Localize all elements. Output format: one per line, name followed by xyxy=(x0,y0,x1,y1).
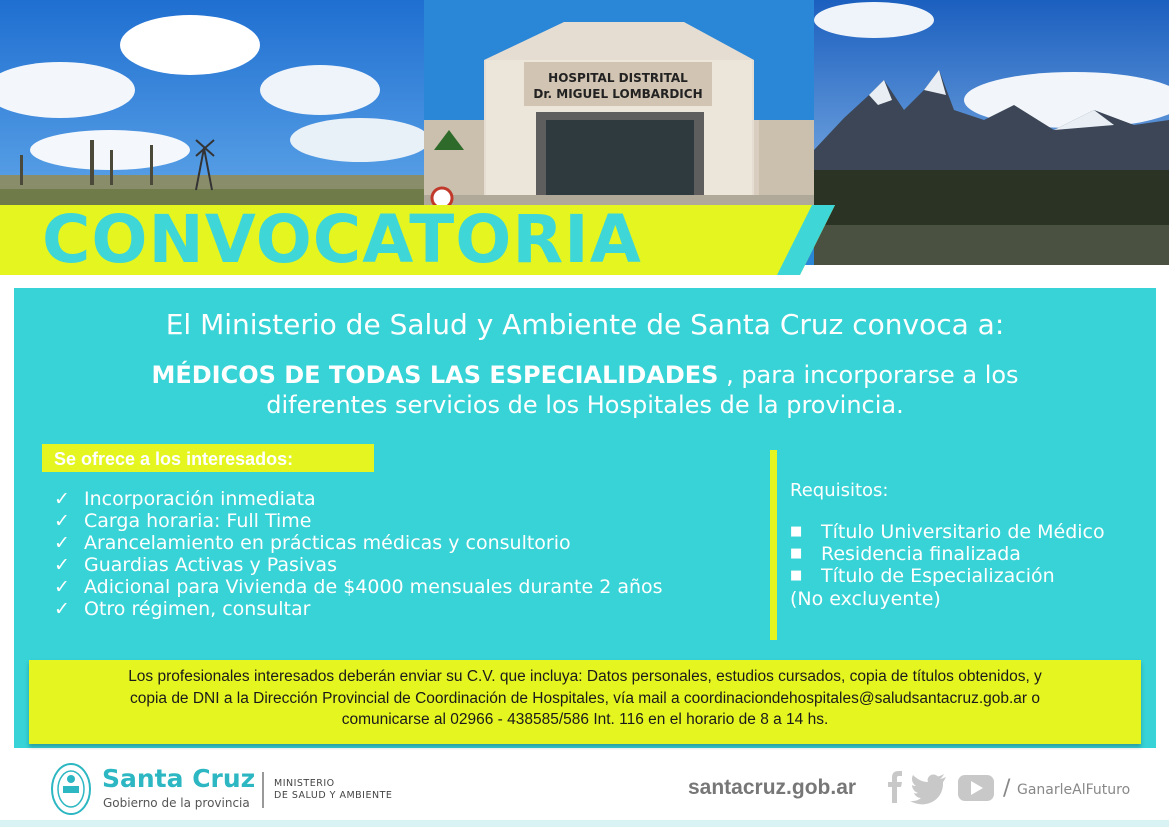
brand-name: Santa Cruz xyxy=(102,764,256,793)
list-item: ■ Título de Especialización xyxy=(790,565,1055,587)
hashtag: GanarleAlFuturo xyxy=(1017,782,1131,798)
contact-info-box xyxy=(29,660,1141,744)
square-bullet-icon: ■ xyxy=(790,546,803,561)
requirements-note: (No excluyente) xyxy=(790,588,941,610)
announcement-target xyxy=(54,360,1116,420)
requirements-list xyxy=(790,521,1105,587)
facebook-icon[interactable] xyxy=(888,771,902,803)
announcement-lead: El Ministerio de Salud y Ambiente de Santa Cruz convoca a: xyxy=(165,308,1005,341)
square-bullet-icon: ■ xyxy=(790,524,803,539)
contact-line3: comunicarse al 02966 - 438585/586 Int. 116 en el horario de 8 a 14 hs. xyxy=(341,711,829,728)
list-item: ✓ Otro régimen, consultar xyxy=(54,598,311,620)
hospital-sign-line2: Dr. MIGUEL LOMBARDICH xyxy=(533,87,703,101)
target-rest: , para incorporarse a los xyxy=(718,361,1019,389)
list-item: ✓ Incorporación inmediata xyxy=(54,488,316,510)
footer-bottom-strip xyxy=(0,820,1169,827)
social-icons xyxy=(884,769,996,805)
list-item: ✓ Carga horaria: Full Time xyxy=(54,510,312,532)
contact-line2: copia de DNI a la Dirección Provincial de Coordinación de Hospitales, vía mail a coordinaciondehospitales@saludsantacruz.gob.ar o xyxy=(129,689,1041,707)
website-link[interactable]: santacruz.gob.ar xyxy=(688,776,857,799)
square-bullet-icon: ■ xyxy=(790,568,803,583)
check-icon: ✓ xyxy=(54,510,70,532)
list-item: ■ Título Universitario de Médico xyxy=(790,521,1105,543)
brand-subtitle: Gobierno de la provincia xyxy=(103,796,250,810)
list-item: ✓ Adicional para Vivienda de $4000 mensuales durante 2 años xyxy=(54,576,663,598)
youtube-icon[interactable] xyxy=(958,775,994,801)
requirements-title: Requisitos: xyxy=(790,480,889,501)
check-icon: ✓ xyxy=(54,576,70,598)
twitter-icon[interactable] xyxy=(910,774,946,804)
convocatoria-title: CONVOCATORIA xyxy=(42,201,642,278)
target-specialties: MÉDICOS DE TODAS LAS ESPECIALIDADES xyxy=(151,361,719,389)
list-item: ■ Residencia finalizada xyxy=(790,543,1021,565)
column-divider xyxy=(770,450,777,640)
check-icon: ✓ xyxy=(54,532,70,554)
offer-list xyxy=(54,488,663,620)
ministry-label: MINISTERIO DE SALUD Y AMBIENTE xyxy=(274,778,393,801)
hospital-sign-line1: HOSPITAL DISTRITAL xyxy=(548,71,688,85)
check-icon: ✓ xyxy=(54,554,70,576)
photo-mountains xyxy=(814,0,1169,265)
footer xyxy=(0,750,1169,827)
target-line2: diferentes servicios de los Hospitales de la provincia. xyxy=(266,391,904,419)
offer-heading-box xyxy=(42,444,374,472)
check-icon: ✓ xyxy=(54,488,70,510)
footer-slash: / xyxy=(1003,776,1011,801)
contact-line1: Los profesionales interesados deberán enviar su C.V. que incluya: Datos personales, estudios cursados, copia de títulos obtenidos, y xyxy=(128,668,1042,685)
footer-separator xyxy=(262,772,264,808)
check-icon: ✓ xyxy=(54,598,70,620)
list-item: ✓ Guardias Activas y Pasivas xyxy=(54,554,337,576)
announcement-panel xyxy=(14,288,1156,748)
list-item: ✓ Arancelamiento en prácticas médicas y consultorio xyxy=(54,532,571,554)
province-seal-icon xyxy=(50,762,92,816)
offer-heading: Se ofrece a los interesados: xyxy=(54,449,294,469)
